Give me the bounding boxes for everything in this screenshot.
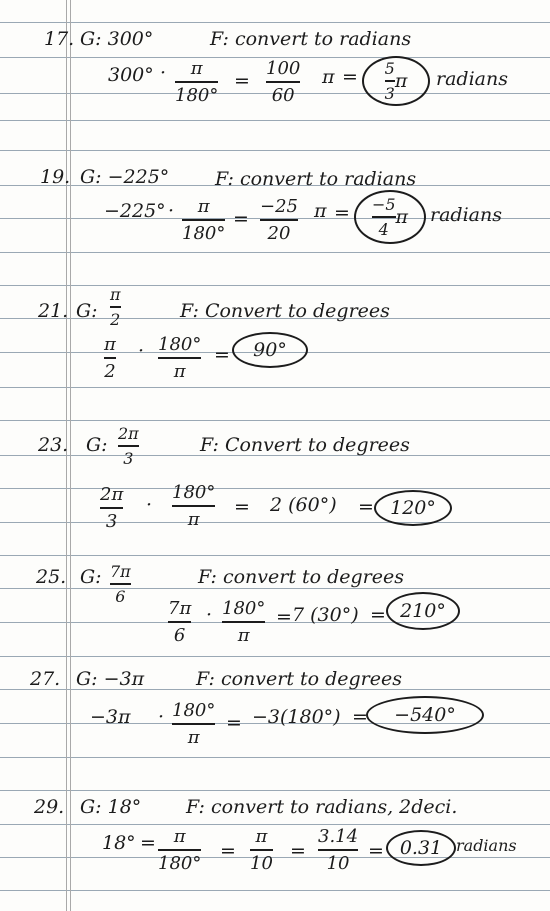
rule-line [0,285,550,286]
fraction-bar [318,849,358,851]
equals-sign: = [214,344,230,366]
pi-symbol: π [394,70,408,92]
problem-number: 25. [36,566,67,588]
numerator: 180° [222,598,266,619]
fraction-bar [158,849,201,851]
pi-symbol: π [322,66,335,88]
fraction [175,58,218,106]
rule-line [0,656,550,657]
rule-line [0,588,550,589]
fraction-bar [172,505,215,507]
fraction [158,334,201,382]
numerator: −25 [260,196,298,217]
rule-line [0,857,550,858]
equals-sign: = [233,208,249,230]
denominator: 60 [271,85,295,106]
numerator: π [197,196,210,217]
equals-sign: = [234,496,250,518]
problem-number: 29. [34,796,65,818]
numerator: 180° [172,482,216,503]
step-value: −3π [90,706,131,728]
equals-sign: = [368,840,384,862]
numerator: π [255,826,268,847]
given-text: G: −3π [76,668,145,690]
numerator: 7π [168,598,192,619]
rule-line [0,22,550,23]
denominator: 3 [105,511,118,532]
given-fraction [110,562,131,606]
problem-number: 21. [38,300,69,322]
fraction [172,700,215,748]
numerator: −5 [371,195,396,214]
problem-number: 19. [40,166,71,188]
rule-line [0,790,550,791]
given-fraction [118,424,139,468]
fraction [372,195,396,239]
rule-line [0,757,550,758]
step-value: 18° [102,832,136,854]
multiply-dot: · [146,494,153,516]
fraction-bar [100,507,123,509]
numerator: 2π [100,484,124,505]
denominator: π [187,509,200,530]
fraction-bar [250,849,273,851]
pi-symbol: π [314,200,327,222]
fraction [222,598,265,646]
fraction-bar [222,621,265,623]
fraction [318,826,358,874]
fraction [385,59,395,103]
multiply-dot: · [206,604,213,626]
denominator: 6 [173,625,186,646]
intermediate-value: 2 (60°) [270,494,337,516]
find-text: F: convert to degrees [196,668,403,690]
given-text: G: −225° [80,166,170,188]
numerator: 2π [118,424,139,443]
numerator: 3.14 [318,826,359,847]
denominator: π [173,361,186,382]
fraction-bar [266,81,300,83]
denominator: 3 [384,84,395,103]
rule-line [0,420,550,421]
rule-line [0,824,550,825]
step-value: 300° [108,64,154,86]
numerator: π [190,58,203,79]
fraction [158,826,201,874]
fraction-bar [260,219,298,221]
numerator: π [104,334,116,355]
given-label: G: [80,566,102,588]
fraction-bar [175,81,218,83]
intermediate-value: 7 (30°) [292,604,359,626]
multiply-dot: · [158,706,165,728]
find-text: F: convert to radians [210,28,412,50]
fraction [182,196,225,244]
answer-value: 210° [400,600,446,622]
unit-label: radians [456,836,517,855]
denominator: 3 [123,449,134,468]
given-text: G: 300° [80,28,154,50]
answer-value: 120° [390,497,436,519]
denominator: 10 [250,853,273,874]
denominator: 180° [175,85,219,106]
equals-sign: = [370,604,386,626]
rule-line [0,150,550,151]
fraction-bar [168,621,191,623]
denominator: 180° [182,223,226,244]
numerator: π [173,826,186,847]
numerator: π [110,285,121,304]
fraction-bar [110,583,131,585]
rule-line [0,622,550,623]
fraction-bar [372,216,396,218]
equals-sign: = [358,496,374,518]
denominator: 2 [110,310,121,329]
find-text: F: convert to radians, 2deci. [186,796,458,818]
given-label: G: [86,434,108,456]
denominator: 10 [326,853,350,874]
denominator: 180° [158,853,202,874]
fraction-bar [118,445,139,447]
answer-circle [362,56,430,106]
given-fraction [110,285,121,329]
answer-value: 0.31 [399,837,443,859]
denominator: 6 [115,587,126,606]
find-text: F: convert to radians [215,168,417,190]
unit-label: radians [436,68,508,90]
margin-line [70,0,71,911]
given-label: G: [76,300,98,322]
equals-sign: = [276,606,292,628]
numerator: 100 [266,58,301,79]
fraction [100,484,123,532]
denominator: 2 [104,361,116,382]
equals-sign: = [140,832,156,854]
numerator: 180° [158,334,202,355]
answer-value: −540° [394,704,456,726]
rule-line [0,555,550,556]
rule-line [0,387,550,388]
fraction-bar [110,306,121,308]
problem-number: 23. [38,434,69,456]
equals-sign: = [220,840,236,862]
answer-circle [366,696,484,734]
equals-sign: = [342,66,358,88]
find-text: F: Convert to degrees [200,434,410,456]
fraction-bar [172,723,215,725]
rule-line [0,488,550,489]
fraction [104,334,116,382]
answer-circle [354,190,426,244]
multiply-dot: · [160,62,167,84]
numerator: 5 [384,59,395,78]
equals-sign: = [290,840,306,862]
equals-sign: = [334,202,350,224]
multiply-dot: · [168,200,175,222]
denominator: π [187,727,200,748]
fraction-bar [104,357,116,359]
rule-line [0,252,550,253]
answer-circle [374,490,452,526]
fraction [260,196,298,244]
equals-sign: = [234,70,250,92]
unit-label: radians [430,204,502,226]
multiply-dot: · [138,340,145,362]
fraction [250,826,273,874]
numerator: 180° [172,700,216,721]
answer-circle [232,332,308,368]
step-value: −225° [104,200,166,222]
answer-circle [386,592,460,630]
fraction [168,598,191,646]
problem-number: 27. [30,668,61,690]
find-text: F: convert to degrees [198,566,405,588]
problem-number: 17. [44,28,75,50]
rule-line [0,890,550,891]
numerator: 7π [110,562,131,581]
fraction [172,482,215,530]
answer-value: 90° [253,339,287,361]
rule-line [0,120,550,121]
fraction-bar [385,80,395,82]
fraction [266,58,300,106]
denominator: 20 [267,223,291,244]
equals-sign: = [352,706,368,728]
intermediate-value: −3(180°) [252,706,341,728]
find-text: F: Convert to degrees [180,300,390,322]
given-text: G: 18° [80,796,142,818]
denominator: 4 [378,220,389,239]
denominator: π [237,625,250,646]
equals-sign: = [226,712,242,734]
pi-symbol: π [395,206,409,228]
rule-line [0,522,550,523]
fraction-bar [158,357,201,359]
fraction-bar [182,219,225,221]
answer-circle [386,830,456,866]
